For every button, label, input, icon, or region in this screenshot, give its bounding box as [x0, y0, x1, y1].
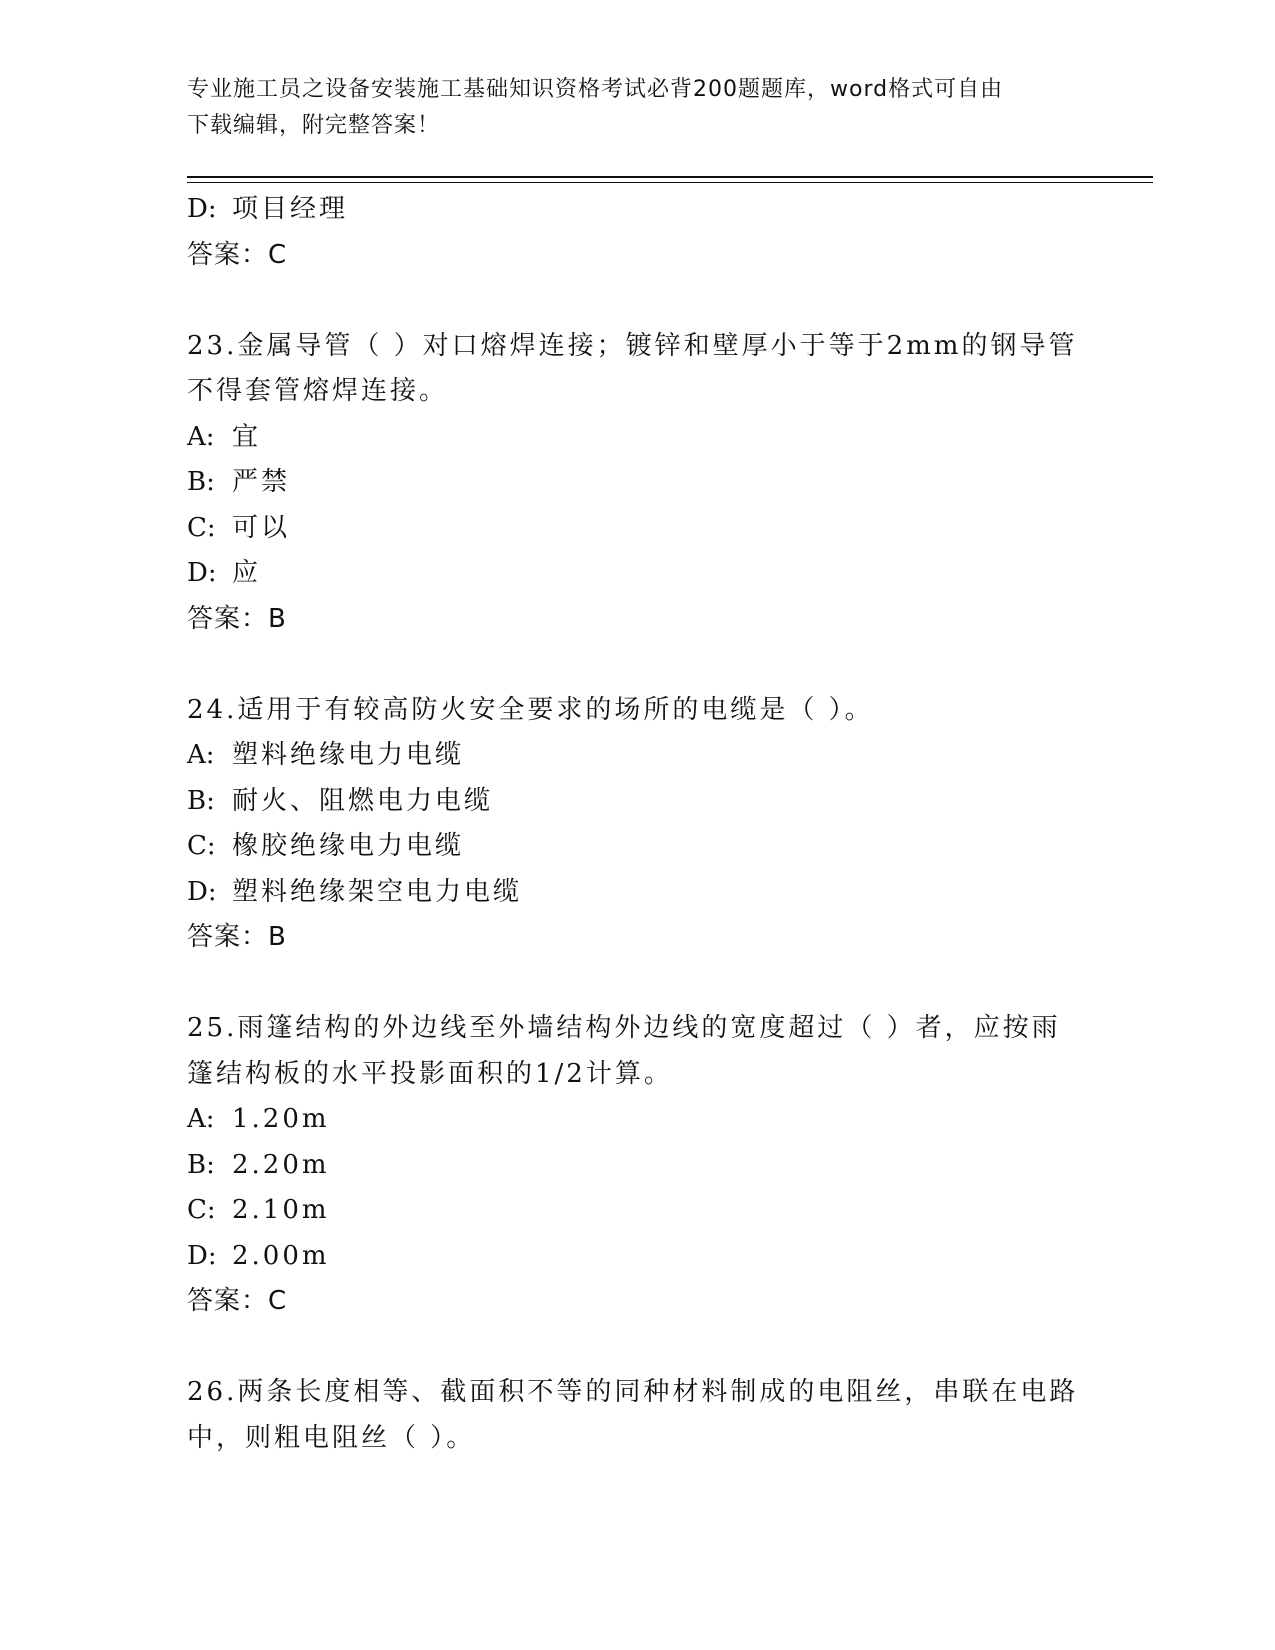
option-text: 可以	[232, 512, 291, 543]
option-text: 2.20m	[232, 1149, 330, 1180]
option-line	[187, 506, 1087, 552]
answer-line: 答案：C	[187, 239, 288, 270]
question-stem-line: 24.适用于有较高防火安全要求的场所的电缆是（ ）。	[187, 694, 874, 725]
option-line	[187, 1097, 1087, 1143]
option-text: 2.10m	[232, 1195, 330, 1225]
question-stem-line: 不得套管熔焊连接。	[187, 376, 449, 406]
question-block	[187, 1370, 1087, 1461]
option-line	[187, 733, 1087, 779]
option-line	[187, 460, 1087, 506]
option-line	[187, 1143, 1087, 1189]
option-line	[187, 415, 1087, 461]
document-header	[187, 72, 1067, 144]
option-line	[187, 551, 1087, 597]
header-line-2: 下载编辑，附完整答案！	[187, 113, 441, 138]
option-key: D:	[187, 1240, 217, 1271]
question-stem-line: 中，则粗电阻丝（ ）。	[187, 1422, 476, 1453]
option-key: A:	[187, 740, 215, 770]
option-line	[187, 779, 1087, 825]
option-line	[187, 824, 1087, 870]
spacer	[187, 1325, 1087, 1371]
option-key: B:	[187, 1149, 215, 1180]
option-text: 宜	[232, 421, 262, 452]
option-key: D:	[187, 194, 217, 224]
option-text: 塑料绝缘电力电缆	[232, 740, 465, 770]
option-key: C:	[187, 831, 216, 861]
option-line	[187, 1188, 1087, 1234]
spacer	[187, 961, 1087, 1007]
option-key: A:	[187, 1104, 215, 1134]
option-text: 严禁	[232, 467, 291, 497]
option-key: B:	[187, 785, 215, 816]
option-key: B:	[187, 467, 215, 497]
answer-line: 答案：B	[187, 922, 287, 952]
option-text: 塑料绝缘架空电力电缆	[232, 876, 523, 907]
option-text: 耐火、阻燃电力电缆	[232, 785, 494, 816]
answer-line: 答案：C	[187, 1286, 288, 1316]
question-stem-line: 26.两条长度相等、截面积不等的同种材料制成的电阻丝，串联在电路	[187, 1377, 1079, 1407]
option-key: C:	[187, 512, 216, 543]
option-text: 2.00m	[232, 1240, 330, 1271]
spacer	[187, 278, 1087, 324]
question-stem-line: 25.雨篷结构的外边线至外墙结构外边线的宽度超过（ ）者，应按雨	[187, 1013, 1061, 1043]
question-block	[187, 324, 1087, 643]
header-divider-thick	[187, 176, 1153, 178]
header-divider-thin	[187, 182, 1153, 183]
answer-line: 答案：B	[187, 603, 287, 634]
option-text: 应	[232, 558, 262, 588]
option-key: C:	[187, 1195, 216, 1225]
question-block	[187, 688, 1087, 961]
option-text: 1.20m	[232, 1104, 330, 1134]
header-line-1: 专业施工员之设备安装施工基础知识资格考试必背200题题库，word格式可自由	[187, 77, 1004, 102]
option-line	[187, 1234, 1087, 1280]
option-text: 橡胶绝缘电力电缆	[232, 831, 465, 861]
option-text: 项目经理	[232, 194, 349, 224]
question-block	[187, 1006, 1087, 1325]
question-stem-line: 23.金属导管（ ）对口熔焊连接；镀锌和壁厚小于等于2mm的钢导管	[187, 330, 1078, 361]
option-line	[187, 870, 1087, 916]
spacer	[187, 642, 1087, 688]
option-key: A:	[187, 421, 215, 452]
option-key: D:	[187, 558, 217, 588]
option-key: D:	[187, 876, 217, 907]
question-list	[187, 187, 1087, 1461]
question-stem-line: 篷结构板的水平投影面积的1/2计算。	[187, 1058, 673, 1089]
option-line	[187, 187, 1087, 233]
